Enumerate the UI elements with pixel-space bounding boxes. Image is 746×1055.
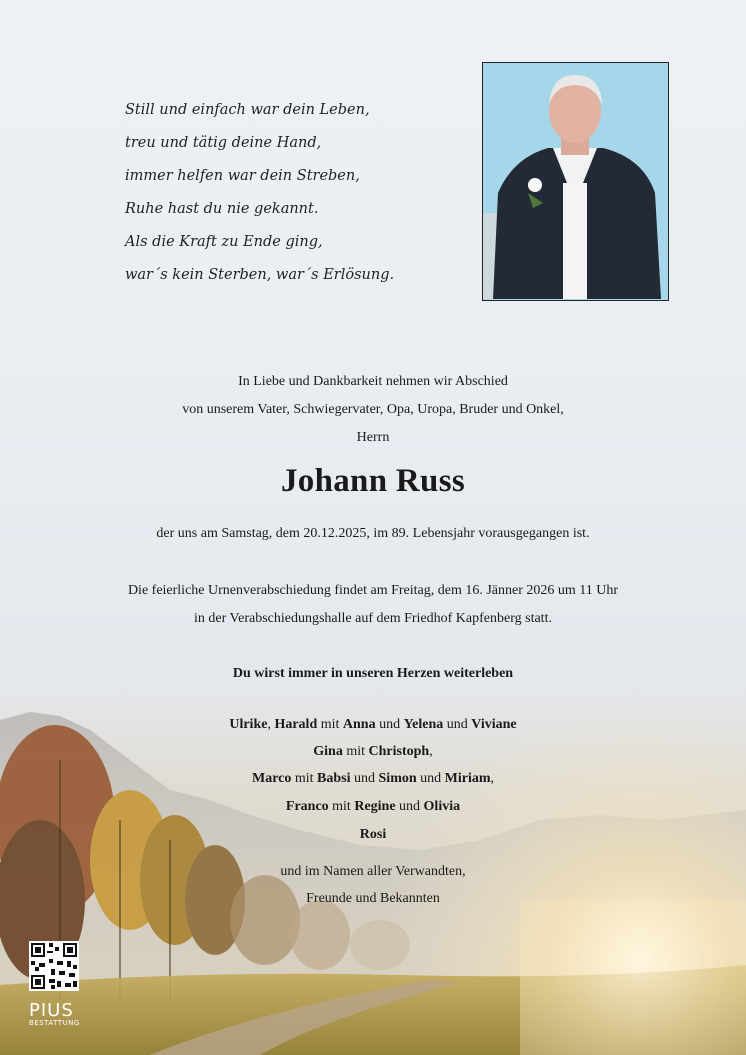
family-name: Franco bbox=[285, 799, 329, 814]
family-connector: und bbox=[443, 717, 472, 732]
family-connector: , bbox=[490, 771, 495, 786]
family-name: Regine bbox=[354, 799, 396, 814]
family-connector: , bbox=[267, 717, 275, 732]
family-connector: , bbox=[429, 744, 433, 759]
family-connector: und bbox=[416, 771, 445, 786]
poem-line: Ruhe hast du nie gekannt. bbox=[125, 201, 319, 217]
portrait-photo bbox=[482, 62, 669, 301]
poem-line: Still und einfach war dein Leben, bbox=[125, 102, 370, 118]
closing-line-1: und im Namen aller Verwandten, bbox=[280, 864, 466, 879]
family-row-3 bbox=[0, 771, 746, 787]
family-name: Simon bbox=[378, 771, 417, 786]
pius-logo bbox=[29, 1000, 89, 1027]
motto: Du wirst immer in unseren Herzen weiterleben bbox=[232, 666, 514, 681]
family-name: Miriam bbox=[444, 771, 491, 786]
family-row-1 bbox=[0, 717, 746, 733]
logo-sub: BESTATTUNG bbox=[29, 1019, 80, 1027]
family-connector: mit bbox=[317, 717, 343, 732]
family-name: Viviane bbox=[471, 717, 517, 732]
family-name: Olivia bbox=[423, 799, 461, 814]
family-connector: und bbox=[375, 717, 404, 732]
intro-line-2: von unserem Vater, Schwiegervater, Opa, Uropa, Bruder und Onkel, bbox=[182, 402, 564, 417]
deceased-name: Johann Russ bbox=[281, 463, 465, 499]
qr-code[interactable] bbox=[29, 941, 79, 991]
family-name: Harald bbox=[274, 717, 318, 732]
family-connector: mit bbox=[328, 799, 355, 814]
closing-line-2: Freunde und Bekannten bbox=[306, 891, 440, 906]
family-row-5 bbox=[0, 827, 746, 843]
family-name: Gina bbox=[313, 744, 343, 759]
family-name: Yelena bbox=[403, 717, 444, 732]
ceremony-line-2: in der Verabschiedungshalle auf dem Friedhof Kapfenberg statt. bbox=[194, 611, 552, 626]
family-name: Babsi bbox=[317, 771, 351, 786]
family-row-2 bbox=[0, 744, 746, 760]
poem bbox=[125, 94, 445, 292]
family-name: Christoph bbox=[368, 744, 430, 759]
logo-brand: PIUS bbox=[29, 1000, 74, 1021]
family-connector: mit bbox=[291, 771, 318, 786]
intro-line-3: Herrn bbox=[356, 430, 390, 445]
poem-line: treu und tätig deine Hand, bbox=[125, 135, 322, 151]
intro-line-1: In Liebe und Dankbarkeit nehmen wir Abschied bbox=[238, 374, 508, 389]
family-name: Rosi bbox=[359, 827, 387, 842]
family-row-4 bbox=[0, 799, 746, 815]
family-connector: mit bbox=[342, 744, 369, 759]
family-connector: und bbox=[395, 799, 424, 814]
poem-line: Als die Kraft zu Ende ging, bbox=[125, 234, 323, 250]
family-name: Marco bbox=[251, 771, 292, 786]
death-notice-line: der uns am Samstag, dem 20.12.2025, im 89. Lebensjahr vorausgegangen ist. bbox=[156, 526, 590, 541]
family-connector: und bbox=[350, 771, 379, 786]
family-name: Anna bbox=[342, 717, 376, 732]
poem-line: war´s kein Sterben, war´s Erlösung. bbox=[125, 267, 395, 283]
poem-line: immer helfen war dein Streben, bbox=[125, 168, 360, 184]
family-name: Ulrike bbox=[229, 717, 268, 732]
ceremony-line-1: Die feierliche Urnenverabschiedung findet am Freitag, dem 16. Jänner 2026 um 11 Uhr bbox=[127, 583, 619, 598]
